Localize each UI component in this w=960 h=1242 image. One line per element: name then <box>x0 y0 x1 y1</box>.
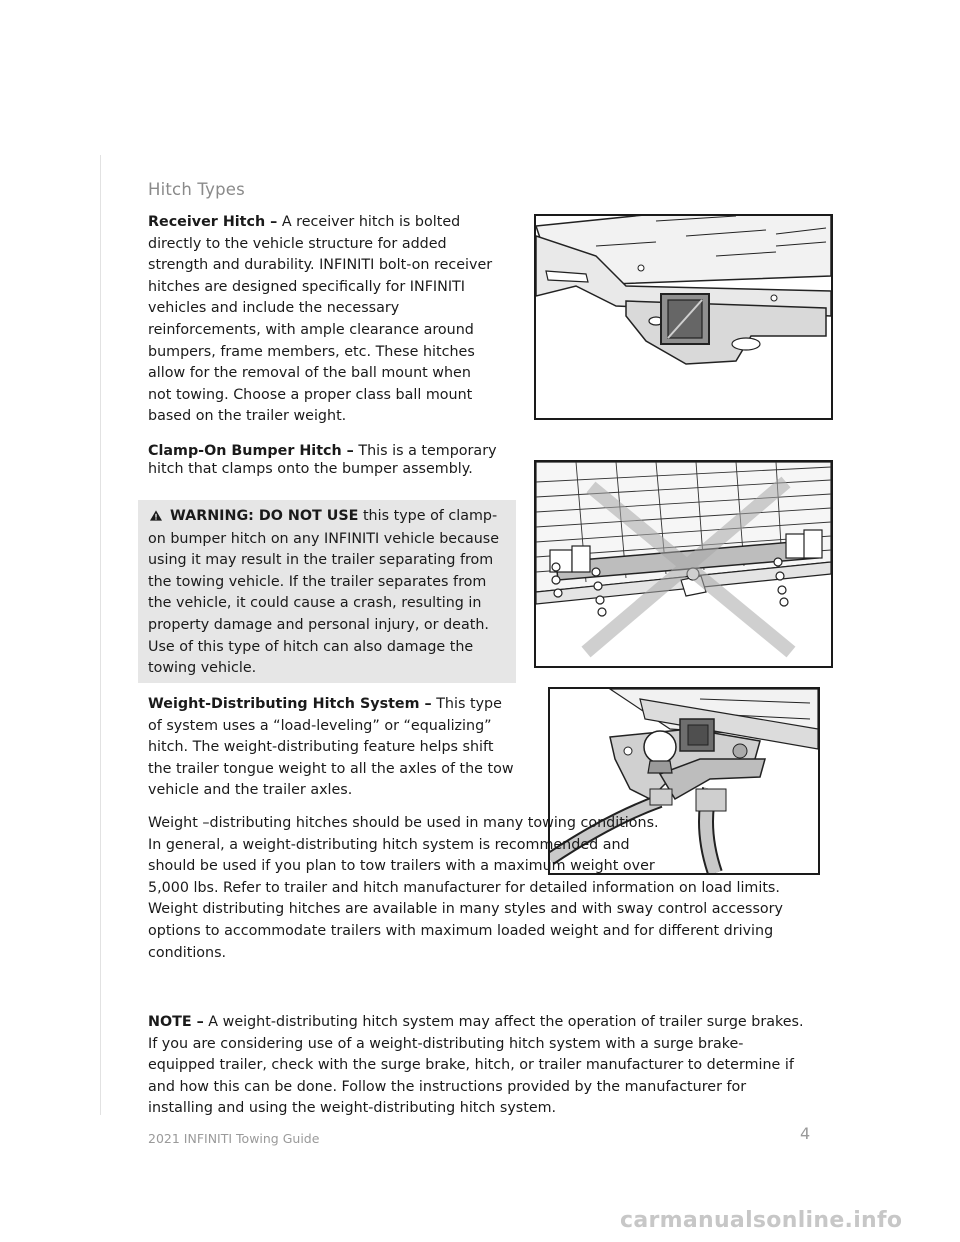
page-number: 4 <box>800 1124 811 1143</box>
receiver-hitch-figure <box>534 214 833 420</box>
watermark: carmanualsonline.info <box>620 1208 903 1233</box>
clamp-on-hitch-heading: Clamp-On Bumper Hitch – <box>148 443 354 459</box>
warning-triangle-icon <box>150 507 164 529</box>
margin-rule <box>100 155 101 1115</box>
receiver-hitch-body: A receiver hitch is bolted directly to the vehicle structure for added strength and durability. INFINITI bolt-on receiver hitches are designed specifically for INFINITI vehicles and include the necessary reinforcements, with ample clearance around bumpers, frame members, etc. These hitches allow for the removal of the ball mount when not towing. Choose a proper class ball mount based on the trailer weight. <box>148 214 493 425</box>
warning-box <box>138 500 516 683</box>
weight-distributing-paragraph <box>148 694 520 802</box>
note-paragraph <box>148 1012 808 1120</box>
weight-distributing-heading: Weight-Distributing Hitch System – <box>148 696 432 712</box>
clamp-on-hitch-illustration <box>536 462 831 666</box>
receiver-hitch-illustration <box>536 216 831 418</box>
warning-heading: WARNING: DO NOT USE <box>170 508 359 524</box>
receiver-hitch-heading: Receiver Hitch – <box>148 214 278 230</box>
clamp-on-hitch-body: This is a temporary hitch that clamps onto the bumper assembly. <box>148 443 497 477</box>
note-heading: NOTE – <box>148 1014 204 1030</box>
weight-distributing-paragraph-2 <box>148 813 808 964</box>
section-title: Hitch Types <box>148 180 245 199</box>
warning-body: this type of clamp-on bumper hitch on any INFINITI vehicle because using it may result in the trailer separating from the towing vehicle. If the trailer separates from the vehicle, it could cause a crash, resulting in property damage and personal injury, or death. Use of this type of hitch can also damage the towing vehicle. <box>148 508 500 677</box>
note-body: A weight-distributing hitch system may affect the operation of trailer surge brakes. If you are considering use of a weight-distributing hitch system with a surge brake-equipped trailer, check with the surge brake, hitch, or trailer manufacturer to determine if and how this can be done. Follow the instructions provided by the manufacturer for installing and using the weight-distributing hitch system. <box>148 1014 804 1117</box>
figure-float-spacer <box>660 813 808 873</box>
warning-paragraph <box>148 506 510 680</box>
clamp-on-hitch-paragraph <box>148 442 508 478</box>
weight-distributing-body: This type of system uses a “load-leveling” or “equalizing” hitch. The weight-distributing feature helps shift the trailer tongue weight to all the axles of the tow vehicle and the trailer axles. <box>148 696 514 799</box>
weight-distributing-para2-text: Weight –distributing hitches should be used in many towing conditions. In general, a weight-distributing hitch system is recommended and should be used if you plan to tow trailers with a maximum weight over 5,000 lbs. Refer to trailer and hitch manufacturer for detailed information on load limits. Weight distributing hitches are available in many styles and with sway control accessory options to accommodate trailers with maximum loaded weight and for different driving conditions. <box>148 815 783 961</box>
clamp-on-hitch-figure <box>534 460 833 668</box>
receiver-hitch-paragraph <box>148 212 498 428</box>
footer-guide-title: 2021 INFINITI Towing Guide <box>148 1131 320 1146</box>
